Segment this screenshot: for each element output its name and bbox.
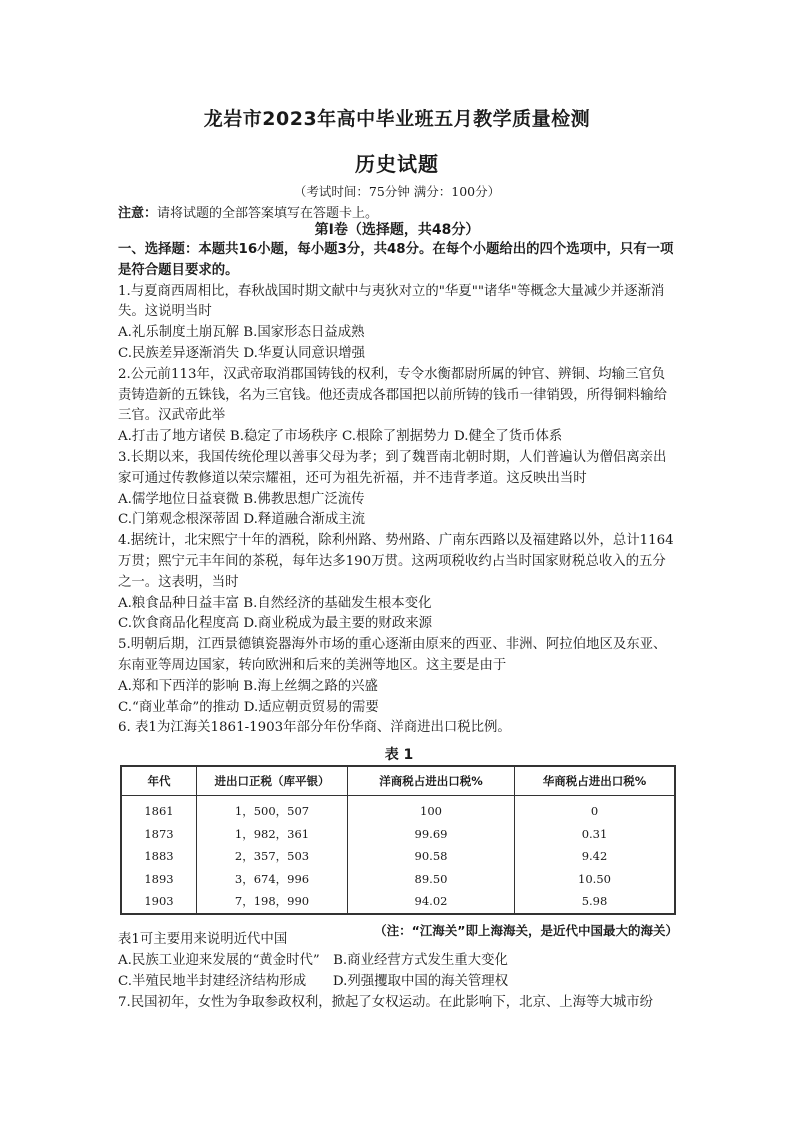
cell-tariff: 1，500，507 (197, 796, 348, 823)
tariff-table (120, 765, 676, 915)
subject-title: 历史试题 (355, 152, 439, 176)
table-note: （注：“江海关”即上海海关，是近代中国最大的海关） (374, 922, 678, 938)
table-row (121, 823, 675, 846)
question-3-options-a-b: A.儒学地位日益衰微 B.佛教思想广泛流传 (118, 491, 365, 507)
cell-foreign-share: 94.02 (348, 890, 515, 914)
question-2-stem: 2.公元前113年，汉武帝取消郡国铸钱的权利，专令水衡都尉所属的钟官、辨铜、均输三官负责铸造新的五铢钱，名为三官钱。他还责成各郡国把以前所铸的钱币一律销毁，所得铜料输给三官。汉武帝此举 (118, 366, 668, 424)
question-3-stem: 3.长期以来，我国传统伦理以善事父母为孝；到了魏晋南北朝时期，人们普遍认为僧侣离亲出家可通过传教修道以荣宗耀祖，还可为祖先祈福，并不违背孝道。这反映出当时 (118, 449, 667, 486)
questions-block (118, 240, 678, 739)
question-6-options-c-d: C.半殖民地半封建经济结构形成 D.列强攫取中国的海关管理权 (118, 974, 509, 989)
cell-year: 1893 (121, 868, 197, 891)
cell-foreign-share: 99.69 (348, 823, 515, 846)
questions-block-continued (118, 929, 683, 1013)
cell-foreign-share: 89.50 (348, 868, 515, 891)
header-foreign-share: 洋商税占进出口税% (348, 766, 515, 796)
header-chinese-share: 华商税占进出口税% (515, 766, 676, 796)
exam-title: 龙岩市2023年高中毕业班五月教学质量检测 (203, 108, 591, 130)
question-6-stem: 6. 表1为江海关1861-1903年部分年份华商、洋商进出口税比例。 (118, 720, 511, 736)
cell-chinese-share: 5.98 (515, 890, 676, 914)
question-5-stem: 5.明朝后期，江西景德镇瓷器海外市场的重心逐渐由原来的西亚、非洲、阿拉伯地区及东亚、东南亚等周边国家，转向欧洲和后来的美洲等地区。这主要是由于 (118, 637, 667, 673)
cell-year: 1903 (121, 890, 197, 914)
cell-foreign-share: 100 (348, 796, 515, 823)
table-title: 表 1 (384, 747, 414, 763)
cell-tariff: 2，357，503 (197, 845, 348, 868)
cell-tariff: 3，674，996 (197, 868, 348, 891)
cell-year: 1861 (121, 796, 197, 823)
question-4-options-a-b: A.粮食品种日益丰富 B.自然经济的基础发生根本变化 (118, 595, 432, 611)
question-6-prompt: 表1可主要用来说明近代中国 (118, 932, 288, 947)
question-4-options-c-d: C.饮食商品化程度高 D.商业税成为最主要的财政来源 (118, 616, 432, 632)
table-1 (118, 745, 680, 938)
question-4-stem: 4.据统计，北宋熙宁十年的酒税，除利州路、势州路、广南东西路以及福建路以外，总计1164万贯；熙宁元丰年间的茶税，每年达多190万贯。这两项税收约占当时国家财税总收入的五分之一。这表明，当时 (118, 533, 674, 590)
table-row (121, 845, 675, 868)
cell-foreign-share: 90.58 (348, 845, 515, 868)
notice-label: 注意： (118, 206, 158, 221)
cell-tariff: 7，198，990 (197, 890, 348, 914)
question-5-options-c-d: C.“商业革命”的推动 D.适应朝贡贸易的需要 (118, 699, 379, 715)
question-3-options-c-d: C.门第观念根深蒂固 D.释道融合渐成主流 (118, 512, 366, 528)
cell-chinese-share: 0.31 (515, 823, 676, 846)
question-1-options-c-d: C.民族差异逐渐消失 D.华夏认同意识增强 (118, 345, 366, 361)
question-1-stem: 1.与夏商西周相比，春秋战国时期文献中与夷狄对立的"华夏""诸华"等概念大量减少并逐渐消失。这说明当时 (118, 283, 665, 320)
cell-year: 1873 (121, 823, 197, 846)
cell-chinese-share: 10.50 (515, 868, 676, 891)
header-tariff: 进出口正税（库平银） (197, 766, 348, 796)
cell-chinese-share: 0 (515, 796, 676, 823)
section-instructions: 一、选择题：本题共16小题，每小题3分，共48分。在每个小题给出的四个选项中，只有一项是符合题目要求的。 (118, 242, 674, 278)
question-6-options-a-b: A.民族工业迎来发展的“黄金时代” B.商业经营方式发生重大变化 (118, 953, 508, 968)
table-row (121, 890, 675, 914)
header-year: 年代 (121, 766, 197, 796)
part-title: 第Ⅰ卷（选择题，共48分） (314, 222, 480, 238)
table-row (121, 796, 675, 823)
cell-chinese-share: 9.42 (515, 845, 676, 868)
cell-year: 1883 (121, 845, 197, 868)
cell-tariff: 1，982，361 (197, 823, 348, 846)
table-row (121, 868, 675, 891)
question-2-options: A.打击了地方诸侯 B.稳定了市场秩序 C.根除了割据势力 D.健全了货币体系 (118, 429, 563, 445)
question-7-stem: 7.民国初年，女性为争取参政权利，掀起了女权运动。在此影响下，北京、上海等大城市纷 (118, 995, 654, 1010)
table-header-row (121, 766, 675, 796)
exam-info: （考试时间：75分钟 满分：100分） (293, 184, 501, 199)
question-1-options-a-b: A.礼乐制度土崩瓦解 B.国家形态日益成熟 (118, 325, 365, 341)
notice-text: 请将试题的全部答案填写在答题卡上。 (157, 206, 379, 221)
question-5-options-a-b: A.郑和下西洋的影响 B.海上丝绸之路的兴盛 (118, 678, 378, 694)
